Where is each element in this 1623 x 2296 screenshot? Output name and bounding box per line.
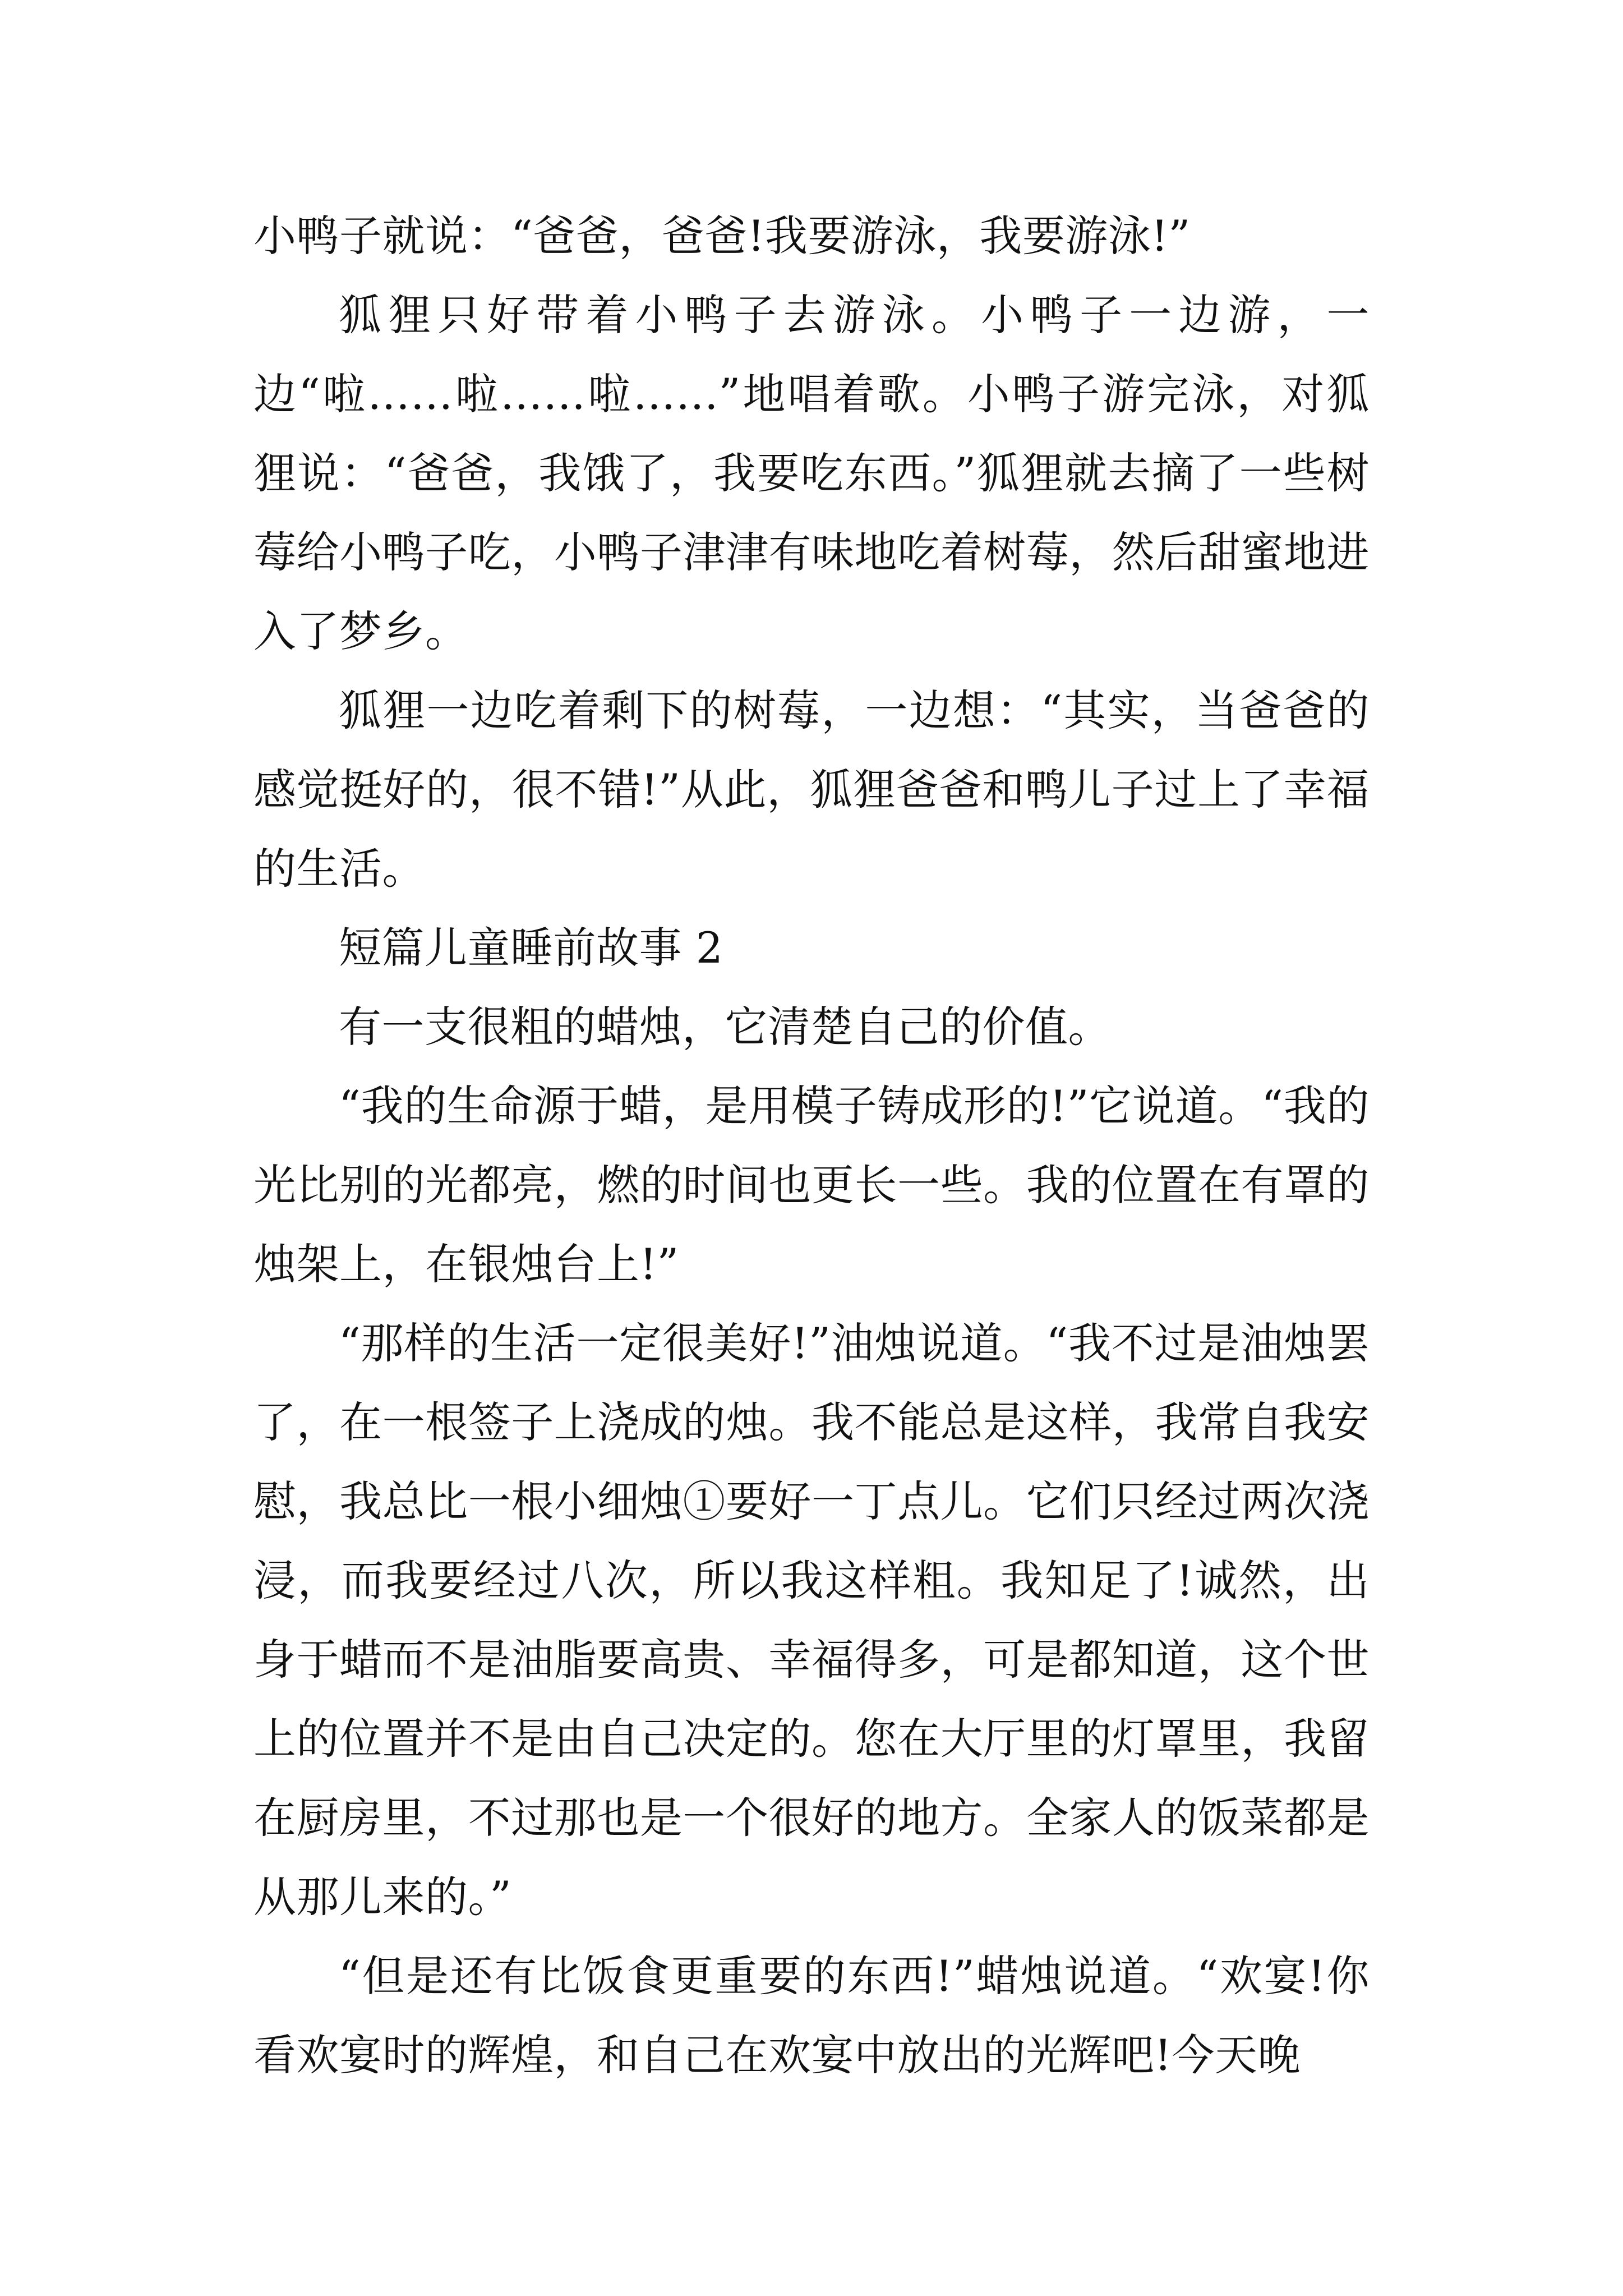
paragraph-2: 狐狸只好带着小鸭子去游泳。小鸭子一边游，一边“啦……啦……啦……”地唱着歌。小鸭子游完泳，对狐狸说：“爸爸，我饿了，我要吃东西。”狐狸就去摘了一些树莓给小鸭子吃，小鸭子津津有味地吃着树莓，然后甜蜜地进入了梦乡。 (253, 290, 1370, 656)
document-body (253, 196, 1370, 2095)
paragraph-1: 小鸭子就说：“爸爸，爸爸!我要游泳，我要游泳!” (253, 211, 1191, 261)
paragraph-7: “但是还有比饭食更重要的东西!”蜡烛说道。“欢宴!你看欢宴时的辉煌，和自己在欢宴中放出的光辉吧!今天晚 (253, 1951, 1370, 2080)
paragraph-5: “我的生命源于蜡，是用模子铸成形的!”它说道。“我的光比别的光都亮，燃的时间也更长一些。我的位置在有罩的烛架上，在银烛台上!” (253, 1081, 1370, 1289)
story-title: 短篇儿童睡前故事 2 (339, 923, 723, 973)
paragraph-4: 有一支很粗的蜡烛，它清楚自己的价值。 (339, 1002, 1111, 1052)
paragraph-6: “那样的生活一定很美好!”油烛说道。“我不过是油烛罢了，在一根签子上浇成的烛。我不能总是这样，我常自我安慰，我总比一根小细烛①要好一丁点儿。它们只经过两次浇浸，而我要经过八次，所以我这样粗。我知足了!诚然，出身于蜡而不是油脂要高贵、幸福得多，可是都知道，这个世上的位置并不是由自己决定的。您在大厅里的灯罩里，我留在厨房里，不过那也是一个很好的地方。全家人的饭菜都是从那儿来的。” (253, 1318, 1370, 1922)
paragraph-3: 狐狸一边吃着剩下的树莓，一边想：“其实，当爸爸的感觉挺好的，很不错!”从此，狐狸爸爸和鸭儿子过上了幸福的生活。 (253, 685, 1370, 894)
